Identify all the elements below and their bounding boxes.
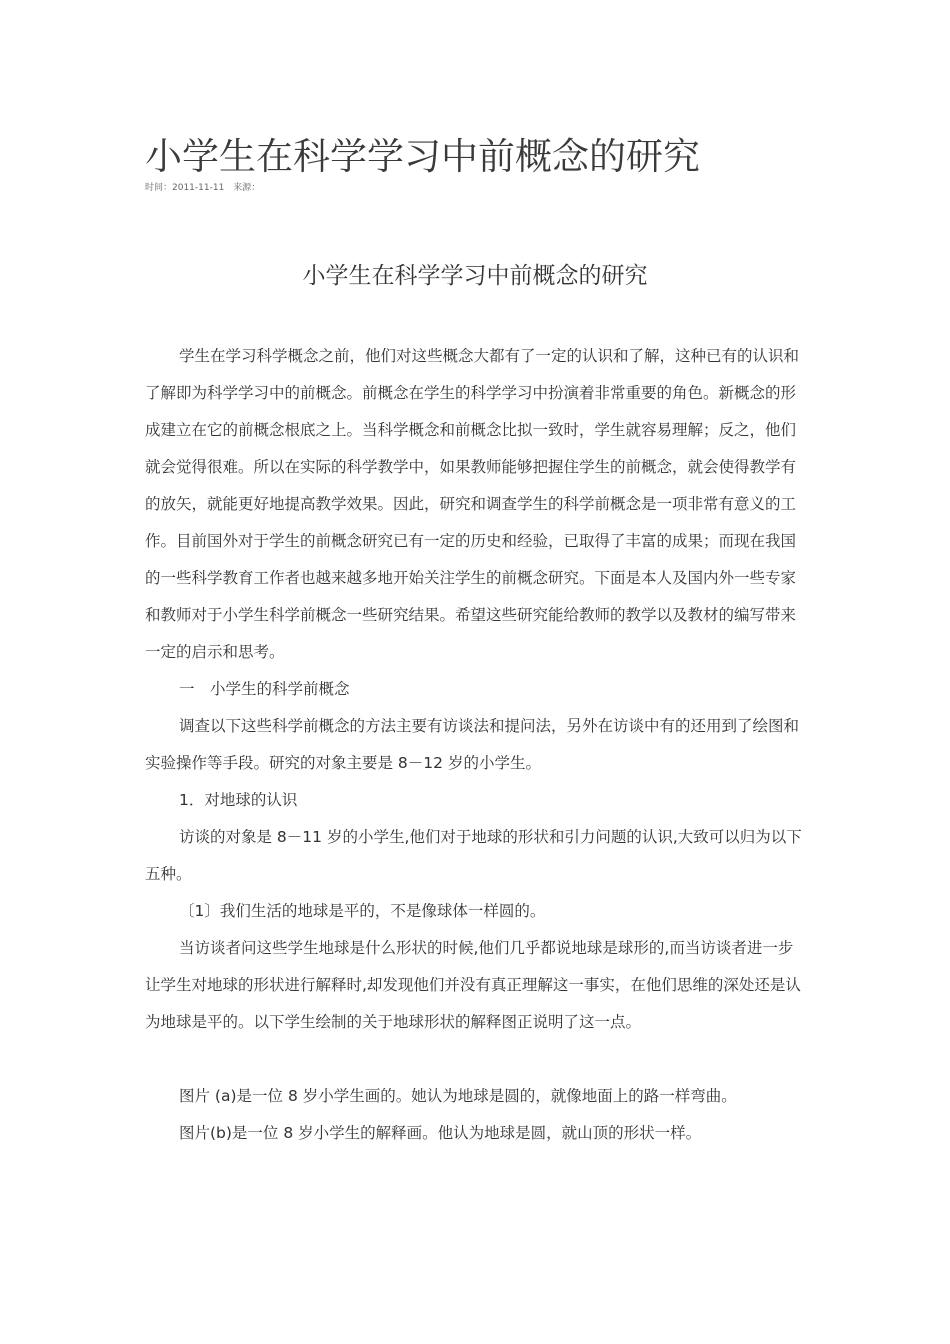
article-body — [145, 338, 805, 1152]
figure-spacer — [145, 1041, 805, 1078]
paragraph-interview: 访谈的对象是 8－11 岁的小学生,他们对于地球的形状和引力问题的认识,大致可以归为以下五种。 — [145, 828, 802, 883]
figure-caption-a: 图片 (a)是一位 8 岁小学生画的。她认为地球是圆的，就像地面上的路一样弯曲。 — [179, 1087, 737, 1105]
article-subtitle: 小学生在科学学习中前概念的研究 — [302, 263, 648, 289]
subsection-heading: 1．对地球的认识 — [179, 791, 298, 809]
list-item-1: 〔1〕我们生活的地球是平的，不是像球体一样圆的。 — [179, 902, 546, 920]
paragraph-explanation: 当访谈者问这些学生地球是什么形状的时候,他们几乎都说地球是球形的,而当访谈者进一步让学生对地球的形状进行解释时,却发现他们并没有真正理解这一事实，在他们思维的深处还是认为地球是平的。以下学生绘制的关于地球形状的解释图正说明了这一点。 — [145, 939, 801, 1031]
section-heading: 一 小学生的科学前概念 — [179, 680, 350, 698]
source-label: 来源： — [233, 183, 261, 193]
paragraph-method: 调查以下这些科学前概念的方法主要有访谈法和提问法，另外在访谈中有的还用到了绘图和实验操作等手段。研究的对象主要是 8－12 岁的小学生。 — [145, 717, 800, 772]
publish-time: 时间：2011-11-11 — [145, 183, 225, 193]
page-title: 小学生在科学学习中前概念的研究 — [145, 135, 700, 178]
paragraph-intro: 学生在学习科学概念之前，他们对这些概念大都有了一定的认识和了解，这种已有的认识和了解即为科学学习中的前概念。前概念在学生的科学学习中扮演着非常重要的角色。新概念的形成建立在它的前概念根底之上。当科学概念和前概念比拟一致时，学生就容易理解；反之，他们就会觉得很难。所以在实际的科学教学中，如果教师能够把握住学生的前概念，就会使得教学有的放矢，就能更好地提高教学效果。因此，研究和调查学生的科学前概念是一项非常有意义的工作。目前国外对于学生的前概念研究已有一定的历史和经验，已取得了丰富的成果；而现在我国的一些科学教育工作者也越来越多地开始关注学生的前概念研究。下面是本人及国内外一些专家和教师对于小学生科学前概念一些研究结果。希望这些研究能给教师的教学以及教材的编写带来一定的启示和思考。 — [145, 347, 800, 661]
figure-caption-b: 图片(b)是一位 8 岁小学生的解释画。他认为地球是圆，就山顶的形状一样。 — [179, 1124, 702, 1142]
article-meta — [145, 180, 266, 193]
